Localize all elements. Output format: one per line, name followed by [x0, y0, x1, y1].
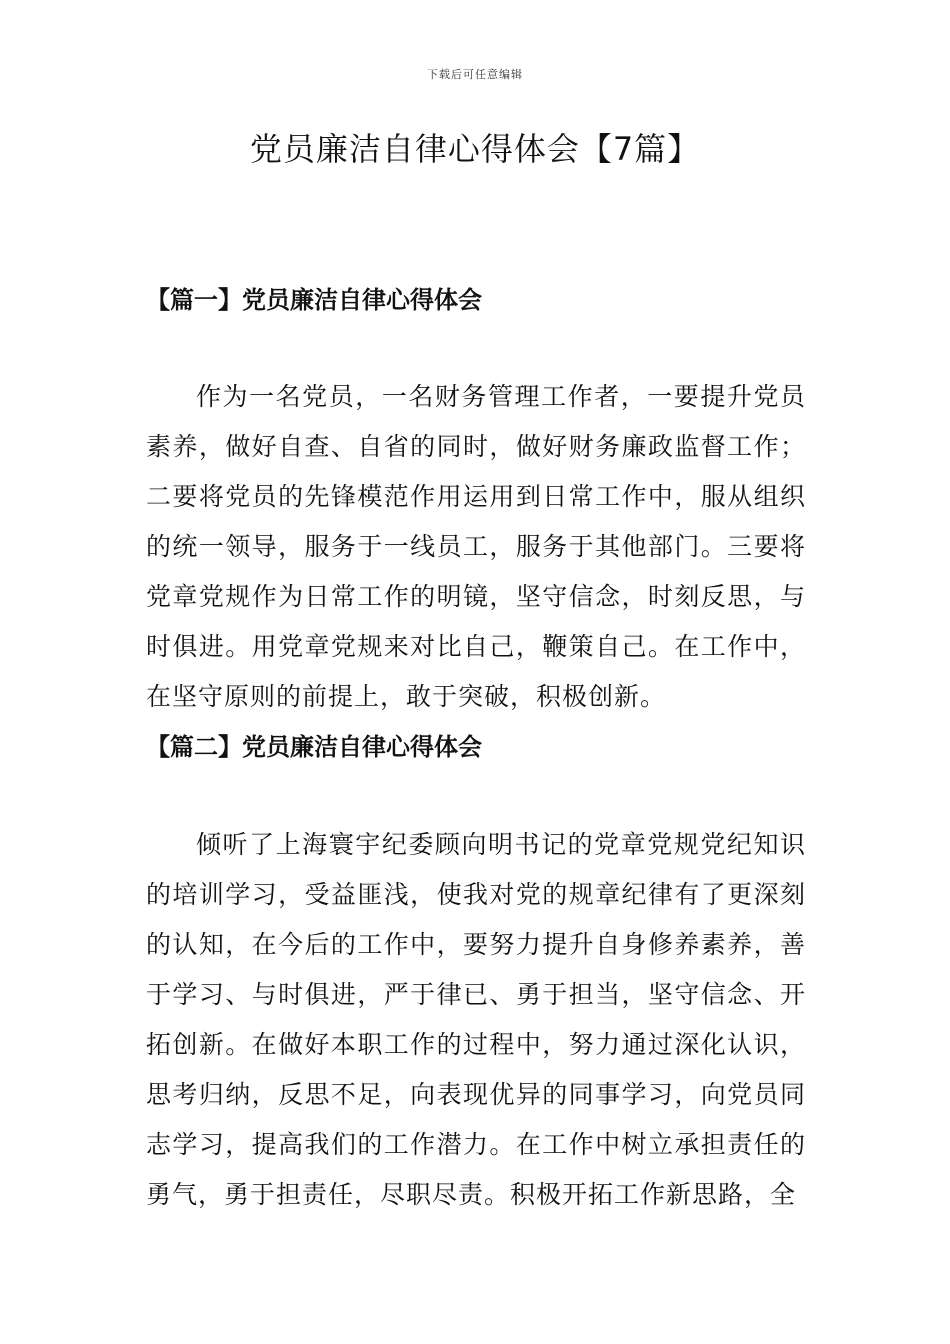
header-note: 下载后可任意编辑: [427, 68, 523, 81]
section-body-1: 作为一名党员，一名财务管理工作者，一要提升党员素养，做好自查、自省的同时，做好财务廉政监督工作；二要将党员的先锋模范作用运用到日常工作中，服从组织的统一领导，服务于一线员工，服务于其他部门。三要将党章党规作为日常工作的明镜，坚守信念，时刻反思，与时俱进。用党章党规来对比自己，鞭策自己。在工作中，在坚守原则的前提上，敢于突破，积极创新。: [146, 382, 806, 711]
section-heading-2: 【篇二】党员廉洁自律心得体会: [146, 732, 482, 761]
section-heading-1: 【篇一】党员廉洁自律心得体会: [146, 285, 482, 314]
page-title: 党员廉洁自律心得体会【7篇】: [249, 130, 701, 168]
section-body-2: 倾听了上海寰宇纪委顾向明书记的党章党规党纪知识的培训学习，受益匪浅，使我对党的规章纪律有了更深刻的认知，在今后的工作中，要努力提升自身修养素养，善于学习、与时俱进，严于律已、勇于担当，坚守信念、开拓创新。在做好本职工作的过程中，努力通过深化认识，思考归纳，反思不足，向表现优异的同事学习，向党员同志学习，提高我们的工作潜力。在工作中树立承担责任的勇气，勇于担责任，尽职尽责。积极开拓工作新思路，全: [146, 830, 806, 1209]
